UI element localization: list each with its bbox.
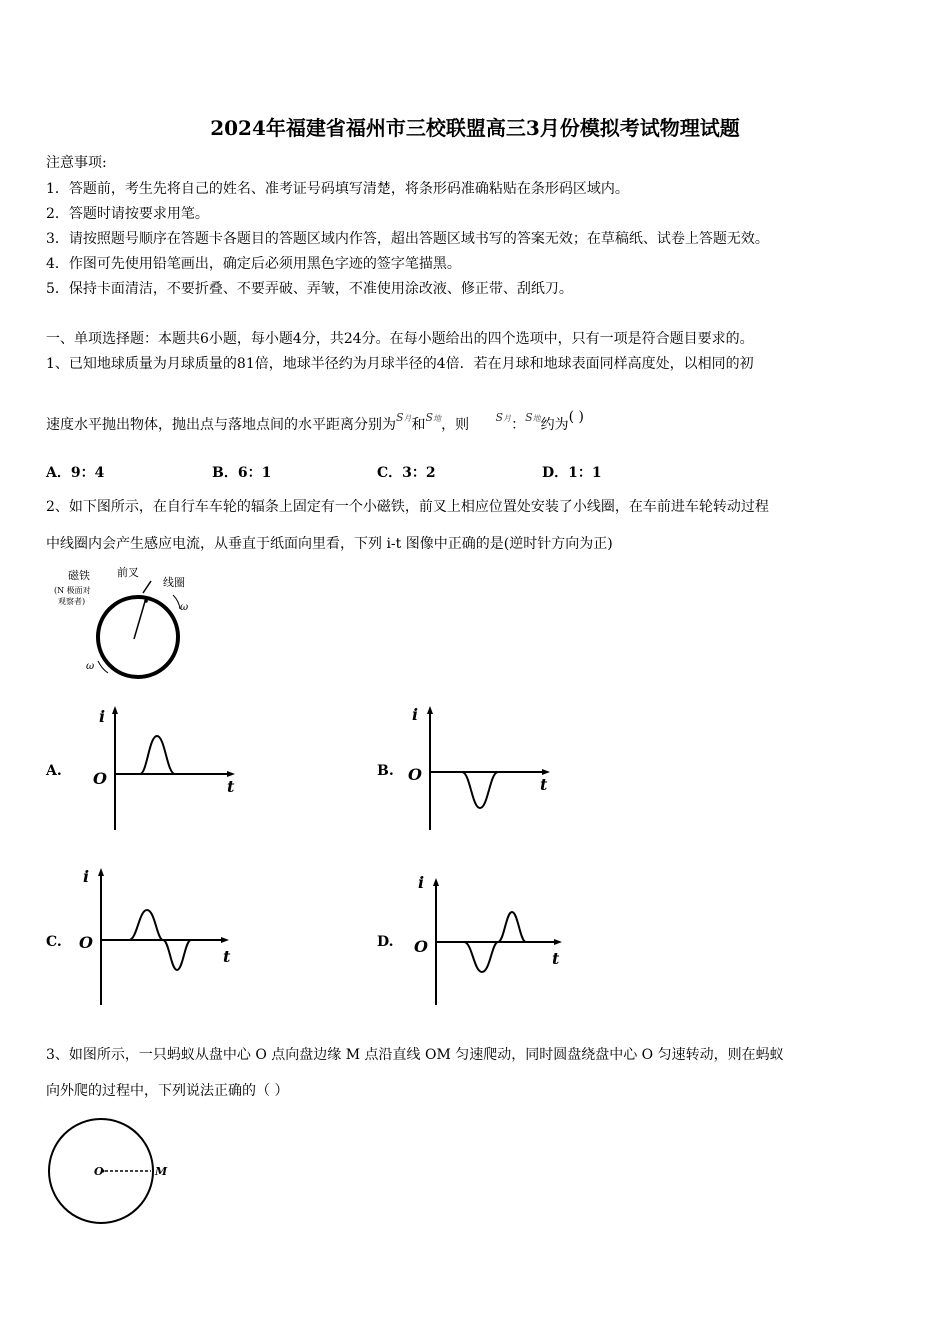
q1-then: ，则 [441, 417, 470, 433]
current-curve [101, 910, 223, 970]
y-axis-arrow [112, 706, 118, 714]
x-axis-label: t [540, 775, 548, 794]
sub-moon: 月 [403, 414, 412, 423]
s-earth-symbol [426, 411, 442, 424]
s-moon-symbol [396, 411, 412, 424]
q2-graph-a-label: A. [46, 763, 62, 779]
q2-graph-d-label: D. [377, 934, 394, 950]
notice-item: 5．保持卡面清洁，不要折叠、不要弄破、弄皱，不准使用涂改液、修正带、刮纸刀。 [46, 281, 573, 297]
origin-label: O [93, 769, 107, 788]
omega-label: ω [180, 602, 189, 613]
origin-label: O [408, 765, 422, 784]
page-title: 2024年福建省福州市三校联盟高三3月份模拟考试物理试题 [210, 116, 740, 140]
spoke [134, 598, 146, 639]
notice-item: 1．答题前，考生先将自己的姓名、准考证号码填写清楚，将条形码准确粘贴在条形码区域内。 [46, 181, 629, 197]
s-earth-symbol [525, 411, 541, 424]
section-header: 一、单项选择题：本题共6小题，每小题4分，共24分。在每小题给出的四个选项中，只有一项是符合题目要求的。 [46, 331, 754, 347]
origin-label: O [414, 937, 428, 956]
sub-earth: 地 [433, 414, 442, 423]
q2-line1: 2、如下图所示，在自行车车轮的辐条上固定有一个小磁铁，前叉上相应位置处安装了小线圈，在车前进车轮转动过程 [46, 499, 769, 515]
x-axis-label: t [227, 777, 235, 796]
magnet-dot [144, 599, 148, 603]
center-o-label: O [94, 1165, 104, 1178]
magnet-note-2: 观察者) [58, 597, 86, 606]
rotation-arrow-top [173, 595, 180, 609]
y-axis-label: i [99, 707, 106, 726]
y-axis-label: i [83, 867, 90, 886]
y-axis-label: i [412, 705, 419, 724]
q1-line2-text: 速度水平抛出物体，抛出点与落地点间的水平距离分别为 [46, 417, 396, 433]
s-letter: S [525, 411, 533, 424]
sub-earth: 地 [532, 414, 541, 423]
graph-a [85, 700, 245, 840]
x-axis-label: t [223, 947, 231, 966]
y-axis-arrow [427, 706, 433, 714]
q2-line2: 中线圈内会产生感应电流，从垂直于纸面向里看，下列 i-t 图像中正确的是(逆时针方向为正) [46, 536, 613, 552]
q1-option-b: B．6：1 [212, 465, 272, 481]
sub-moon: 月 [503, 414, 512, 423]
s-letter: S [396, 411, 404, 424]
coil-label: 线圈 [163, 576, 185, 589]
graph-d [408, 870, 578, 1010]
q1-line2 [46, 409, 585, 434]
q1-option-a: A．9：4 [46, 465, 105, 481]
q1-option-c: C．3：2 [377, 465, 436, 481]
x-axis-label: t [552, 949, 560, 968]
y-axis-arrow [433, 878, 439, 886]
fork-line [143, 581, 151, 593]
fork-label: 前叉 [117, 566, 139, 579]
y-axis-arrow [98, 868, 104, 876]
q3-line2: 向外爬的过程中，下列说法正确的（ ） [46, 1083, 289, 1099]
y-axis-label: i [418, 873, 425, 892]
wheel-rim [98, 597, 178, 677]
current-curve [115, 736, 225, 774]
q1-about: 约为 [540, 417, 569, 433]
bicycle-wheel-figure [50, 565, 200, 680]
rotating-disk-figure [45, 1110, 185, 1235]
q2-graph-b-label: B. [377, 763, 394, 779]
notice-item: 3．请按照题号顺序在答题卡各题目的答题区域内作答，超出答题区域书写的答案无效；在草稿纸、试卷上答题无效。 [46, 231, 769, 247]
current-curve [430, 772, 540, 808]
q1-line1: 1、已知地球质量为月球质量的81倍，地球半径约为月球半径的4倍．若在月球和地球表面同样高度处，以相同的初 [46, 356, 754, 372]
notice-item: 4．作图可先使用铅笔画出，确定后必须用黑色字迹的签字笔描黑。 [46, 256, 461, 272]
q1-colon: ： [511, 417, 526, 433]
magnet-label: 磁铁 [68, 569, 90, 582]
notice-heading: 注意事项: [46, 155, 107, 171]
origin-label: O [79, 933, 93, 952]
q1-option-d: D．1：1 [542, 465, 602, 481]
graph-b [400, 700, 560, 840]
q3-line1: 3、如图所示，一只蚂蚁从盘中心 O 点向盘边缘 M 点沿直线 OM 匀速爬动，同时圆盘绕盘中心 O 匀速转动，则在蚂蚁 [46, 1047, 784, 1063]
magnet-note-1: (N 极面对 [54, 586, 91, 595]
notice-item: 2．答题时请按要求用笔。 [46, 206, 209, 222]
omega-label: ω [86, 661, 95, 672]
q1-and: 和 [411, 417, 426, 433]
s-letter: S [495, 411, 504, 424]
edge-m-label: M [155, 1165, 168, 1178]
q2-graph-c-label: C. [46, 934, 62, 950]
graph-c [75, 860, 245, 1010]
s-moon-symbol [496, 411, 512, 424]
s-letter: S [425, 411, 434, 424]
current-curve [436, 912, 556, 972]
answer-paren: ( ) [568, 409, 585, 425]
